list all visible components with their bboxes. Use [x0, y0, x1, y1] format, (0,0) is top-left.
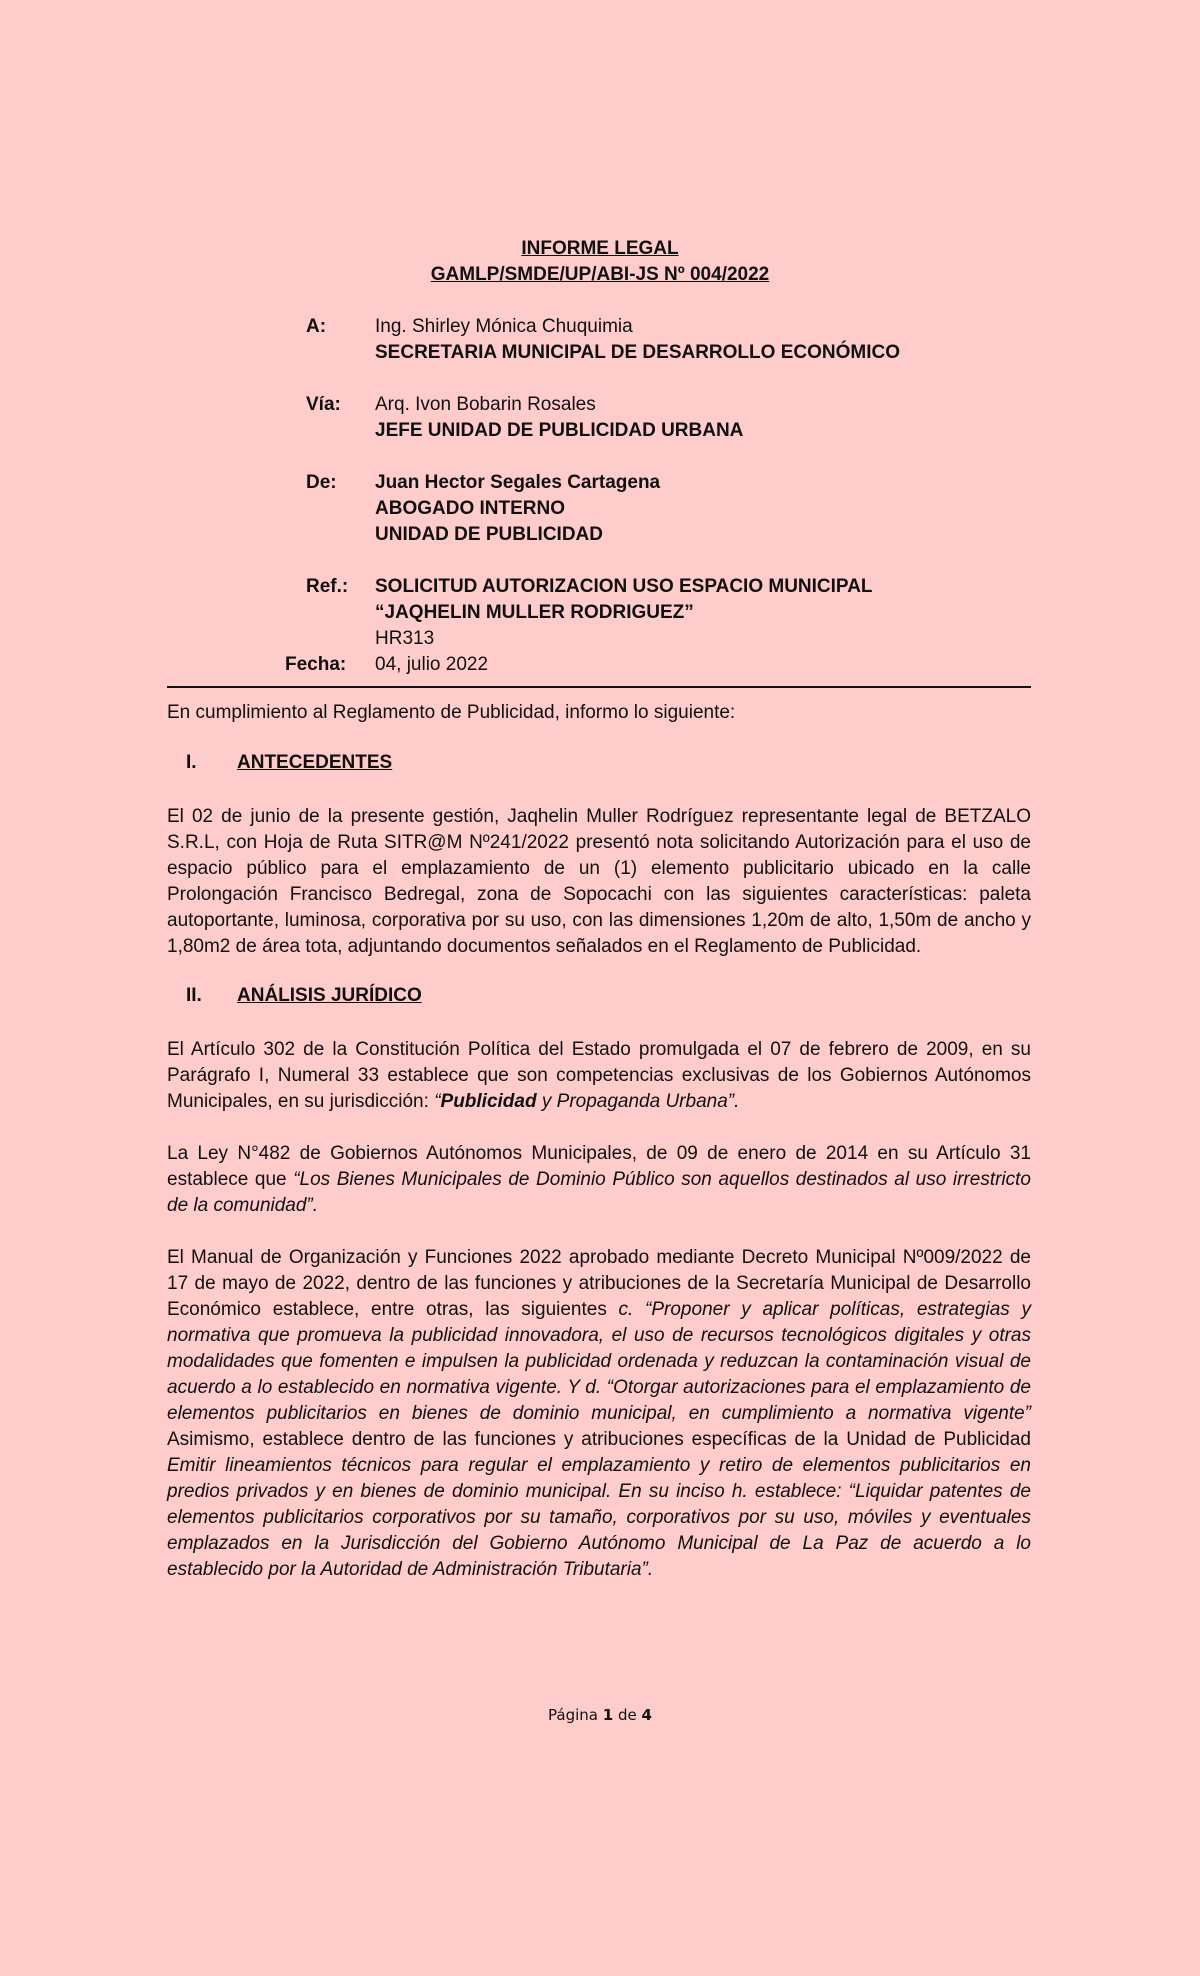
section-2-title: ANÁLISIS JURÍDICO	[237, 985, 422, 1006]
manual-quote-2: Emitir lineamientos técnicos para regular el emplazamiento y retiro de elementos publicitarios en predios privados y en bienes de dominio municipal. En su inciso h. establece: “Liquidar patentes de elementos publicitarios corporativos por su tamaño, corporativos por su uso, móviles y eventuales emplazados en la Jurisdicción del Gobierno Autónomo Municipal de La Paz de acuerdo a lo establecido por la Autoridad de Administración Tributaria”.	[167, 1455, 1031, 1580]
via-label: Vía:	[306, 394, 341, 415]
from-label: De:	[306, 472, 337, 493]
ref-subject: SOLICITUD AUTORIZACION USO ESPACIO MUNICIPAL	[375, 576, 873, 597]
ref-label: Ref.:	[306, 576, 349, 597]
via-name: Arq. Ivon Bobarin Rosales	[375, 394, 596, 415]
manual-quote-1: c. “Proponer y aplicar políticas, estrategias y normativa que promueva la publicidad innovadora, el uso de recursos tecnológicos digitales y otras modalidades que fomenten e impulsen la publicidad ordenada y reduzcan la contaminación visual de acuerdo a lo establecido en normativa vigente. Y d. “Otorgar autorizaciones para el emplazamiento de elementos publicitarios en bienes de dominio municipal, en cumplimiento a normativa vigente”	[167, 1299, 1031, 1424]
antecedentes-paragraph: El 02 de junio de la presente gestión, Jaqhelin Muller Rodríguez representante legal de BETZALO S.R.L, con Hoja de Ruta SITR@M Nº241/2022 presentó nota solicitando Autorización para el uso de espacio público para el emplazamiento de un (1) elemento publicitario ubicado en la calle Prolongación Francisco Bedregal, zona de Sopocachi con las siguientes características: paleta autoportante, luminosa, corporativa por su uso, con las dimensiones 1,20m de alto, 1,50m de ancho y 1,80m2 de área tota, adjuntando documentos señalados en el Reglamento de Publicidad.	[167, 806, 1031, 957]
document-title: INFORME LEGAL	[521, 238, 679, 259]
to-position: SECRETARIA MUNICIPAL DE DESARROLLO ECONÓMICO	[375, 342, 900, 363]
law-quote: “Los Bienes Municipales de Dominio Público son aquellos destinados al uso irrestricto de la comunidad”.	[167, 1169, 1031, 1216]
section-2-number: II.	[186, 985, 202, 1006]
to-label: A:	[306, 316, 327, 337]
total-pages: 4	[641, 1706, 652, 1724]
from-name: Juan Hector Segales Cartagena	[375, 472, 661, 493]
constitution-paragraph: El Artículo 302 de la Constitución Política del Estado promulgada el 07 de febrero de 2009, en su Parágrafo I, Numeral 33 establece que son competencias exclusivas de los Gobiernos Autónomos Municipales, en su jurisdicción: “Publicidad y Propaganda Urbana”.	[167, 1039, 1031, 1112]
header-divider	[167, 686, 1031, 688]
quote-bold: Publicidad	[440, 1091, 537, 1112]
from-unit: UNIDAD DE PUBLICIDAD	[375, 524, 603, 545]
ref-code: HR313	[375, 628, 435, 649]
current-page: 1	[602, 1706, 614, 1724]
section-1-title: ANTECEDENTES	[237, 752, 393, 773]
section-1-number: I.	[186, 752, 197, 773]
via-position: JEFE UNIDAD DE PUBLICIDAD URBANA	[375, 420, 744, 441]
date-label: Fecha:	[285, 654, 347, 675]
document-number: GAMLP/SMDE/UP/ABI-JS Nº 004/2022	[430, 264, 770, 285]
to-name: Ing. Shirley Mónica Chuquimia	[375, 316, 633, 337]
intro-paragraph: En cumplimiento al Reglamento de Publicidad, informo lo siguiente:	[167, 702, 736, 723]
page-footer: Página 1 de 4	[548, 1706, 652, 1724]
date-value: 04, julio 2022	[375, 654, 489, 675]
manual-paragraph: El Manual de Organización y Funciones 2022 aprobado mediante Decreto Municipal Nº009/2022 de 17 de mayo de 2022, dentro de las funciones y atribuciones de la Secretaría Municipal de Desarrollo Económico establece, entre otras, las siguientes c. “Proponer y aplicar políticas, estrategias y normativa que promueva la publicidad innovadora, el uso de recursos tecnológicos digitales y otras modalidades que fomenten e impulsen la publicidad ordenada y reduzcan la contaminación visual de acuerdo a lo establecido en normativa vigente. Y d. “Otorgar autorizaciones para el emplazamiento de elementos publicitarios en bienes de dominio municipal, en cumplimiento a normativa vigente” Asimismo, establece dentro de las funciones y atribuciones específicas de la Unidad de Publicidad Emitir lineamientos técnicos para regular el emplazamiento y retiro de elementos publicitarios en predios privados y en bienes de dominio municipal. En su inciso h. establece: “Liquidar patentes de elementos publicitarios corporativos por su tamaño, corporativos por su uso, móviles y eventuales emplazados en la Jurisdicción del Gobierno Autónomo Municipal de La Paz de acuerdo a lo establecido por la Autoridad de Administración Tributaria”.	[167, 1247, 1031, 1580]
from-position: ABOGADO INTERNO	[375, 498, 565, 519]
law-paragraph: La Ley N°482 de Gobiernos Autónomos Municipales, de 09 de enero de 2014 en su Artículo 31 establece que “Los Bienes Municipales de Dominio Público son aquellos destinados al uso irrestricto de la comunidad”.	[167, 1143, 1031, 1216]
ref-applicant: “JAQHELIN MULLER RODRIGUEZ”	[375, 602, 694, 623]
